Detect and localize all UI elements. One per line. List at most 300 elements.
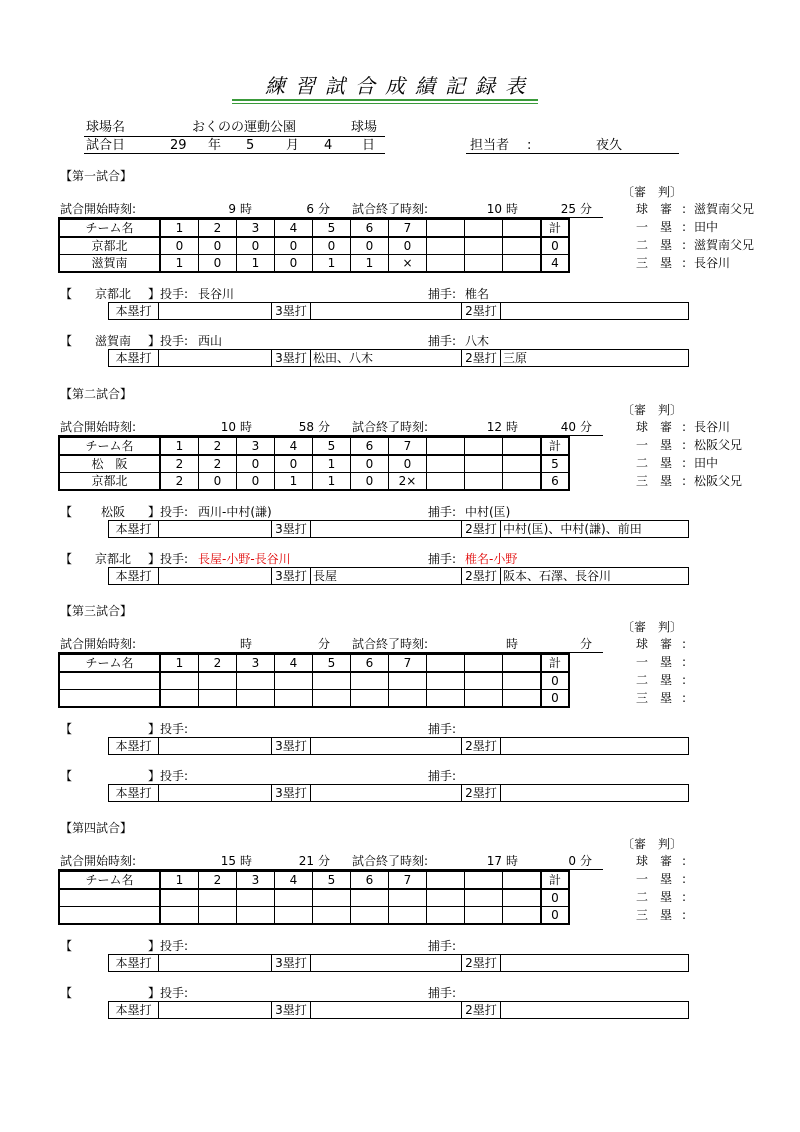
triple-label: 3塁打 [272,350,311,367]
inning-score [313,889,351,907]
inning-score [503,255,542,273]
inning-score [199,889,237,907]
umpire-plate-name: 滋賀南父兄 [694,202,755,216]
hits-table [108,737,689,755]
hour-label: 時 [240,854,253,868]
inning-score: 0 [275,455,313,473]
inning-header: 7 [389,871,427,889]
start-minute: 6 [306,202,314,216]
inning-score [389,690,427,708]
inning-score [313,690,351,708]
start-hour: 9 [228,202,236,216]
hour-label: 時 [240,637,253,651]
inning-score [237,907,275,925]
inning-score [427,672,465,690]
inning-score: 2 [160,473,199,491]
end-minute: 0 [568,854,576,868]
total-score: 0 [541,690,569,708]
catcher-label: 捕手: [428,722,457,736]
game-label: 【第一試合】 [60,169,133,183]
end-time-label: 試合終了時刻: [352,202,429,216]
game-label: 【第四試合】 [60,821,133,835]
inning-score: 2 [160,455,199,473]
umpire-colon: : [682,691,687,705]
inning-score: 0 [237,473,275,491]
inning-header: 3 [237,871,275,889]
minute-label: 分 [318,854,331,868]
inning-score [313,672,351,690]
score-table [58,218,570,273]
umpire-title: 〔審 判〕 [622,403,683,417]
inning-score [160,907,199,925]
pitcher-label: 】投手: [148,552,189,566]
bracket-open: 【 [60,722,73,736]
page-title: 練習試合成績記録表 [265,74,535,98]
inning-header: 7 [389,437,427,455]
date-day-label: 日 [362,138,376,153]
inning-score [237,690,275,708]
inning-score [465,672,503,690]
team-name-header: チーム名 [59,871,160,889]
umpire-third-label: 三 塁 [636,691,673,705]
inning-score [237,889,275,907]
inning-score [503,889,542,907]
inning-score [389,672,427,690]
double-label: 2塁打 [462,303,501,320]
umpire-second-name: 田中 [694,456,719,470]
inning-score: 1 [313,455,351,473]
inning-score [465,907,503,925]
bracket-open: 【 [60,334,73,348]
inning-header [503,437,542,455]
detail-team: 京都北 [94,552,131,566]
venue-label: 球場名 [86,120,126,135]
umpire-first-name: 田中 [694,220,719,234]
inning-header: 6 [351,871,389,889]
inning-score [465,237,503,255]
catcher-label: 捕手: [428,939,457,953]
catcher-label: 捕手: [428,552,457,566]
umpire-colon: : [682,202,687,216]
double-label: 2塁打 [462,521,501,538]
double-value: 阪本、石澤、長谷川 [501,568,689,585]
start-time-label: 試合開始時刻: [60,637,137,651]
inning-header [465,654,503,672]
team-name [59,690,160,708]
bracket-open: 【 [60,939,73,953]
team-name [59,672,160,690]
inning-header: 1 [160,654,199,672]
team-name [59,907,160,925]
umpire-plate-name: 長谷川 [694,420,731,434]
total-score: 0 [541,237,569,255]
triple-label: 3塁打 [272,1002,311,1019]
catcher-name: 八木 [465,334,490,348]
total-header: 計 [541,437,569,455]
manager-name: 夜久 [596,138,623,153]
umpire-colon: : [682,890,687,904]
inning-score: 1 [237,255,275,273]
inning-header: 1 [160,871,199,889]
inning-score [465,473,503,491]
hr-value [159,303,272,320]
umpire-plate-label: 球 審 [636,202,673,216]
hr-label: 本塁打 [109,521,159,538]
inning-header: 5 [313,871,351,889]
pitcher-label: 】投手: [148,939,189,953]
inning-header: 5 [313,654,351,672]
manager-underline [466,153,679,154]
hour-label: 時 [506,637,519,651]
total-header: 計 [541,654,569,672]
inning-header: 2 [199,654,237,672]
team-name [59,889,160,907]
hr-value [159,350,272,367]
inning-score: 2 [199,455,237,473]
inning-score [237,672,275,690]
pitcher-name: 長谷川 [198,287,235,301]
inning-score [275,889,313,907]
hr-label: 本塁打 [109,350,159,367]
team-name: 滋賀南 [59,255,160,273]
inning-header [503,654,542,672]
inning-score [351,889,389,907]
umpire-colon: : [682,637,687,651]
triple-value [311,785,462,802]
inning-score: 0 [389,237,427,255]
inning-score [503,907,542,925]
double-value [501,1002,689,1019]
minute-label: 分 [580,854,593,868]
inning-header: 3 [237,437,275,455]
total-score: 0 [541,889,569,907]
inning-score [275,907,313,925]
umpire-first-label: 一 塁 [636,655,673,669]
triple-label: 3塁打 [272,521,311,538]
inning-score [465,889,503,907]
inning-score [427,889,465,907]
start-minute: 58 [298,420,314,434]
triple-label: 3塁打 [272,738,311,755]
triple-value [311,738,462,755]
end-hour: 10 [486,202,502,216]
hour-label: 時 [506,420,519,434]
umpire-colon: : [682,438,687,452]
inning-header: 6 [351,437,389,455]
pitcher-name: 西川-中村(謙) [198,505,272,519]
date-year: 29 [170,138,187,153]
inning-header: 4 [275,219,313,237]
end-time-label: 試合終了時刻: [352,637,429,651]
inning-score: 0 [160,237,199,255]
inning-header: 6 [351,654,389,672]
inning-score [199,690,237,708]
hour-label: 時 [240,420,253,434]
umpire-colon: : [682,238,687,252]
inning-score: 0 [275,255,313,273]
triple-value [311,521,462,538]
inning-header: 7 [389,654,427,672]
inning-header: 4 [275,871,313,889]
team-name: 京都北 [59,237,160,255]
inning-score [427,455,465,473]
umpire-third-name: 松阪父兄 [694,474,743,488]
title-underline [232,99,538,101]
detail-team: 京都北 [94,287,131,301]
umpire-colon: : [682,854,687,868]
inning-header: 2 [199,437,237,455]
end-minute: 40 [560,420,576,434]
minute-label: 分 [580,202,593,216]
bracket-open: 【 [60,986,73,1000]
umpire-title: 〔審 判〕 [622,185,683,199]
hr-value [159,521,272,538]
inning-score: 0 [313,237,351,255]
end-minute: 25 [560,202,576,216]
pitcher-label: 】投手: [148,769,189,783]
inning-score [160,889,199,907]
inning-score [503,455,542,473]
inning-header [427,219,465,237]
umpire-colon: : [682,673,687,687]
total-score: 6 [541,473,569,491]
inning-score [427,907,465,925]
double-value [501,303,689,320]
triple-value [311,1002,462,1019]
minute-label: 分 [318,637,331,651]
double-value: 中村(匡)、中村(謙)、前田 [501,521,689,538]
inning-header [503,871,542,889]
umpire-colon: : [682,256,687,270]
inning-header: 1 [160,437,199,455]
catcher-label: 捕手: [428,334,457,348]
score-row [59,907,569,925]
umpire-title: 〔審 判〕 [622,620,683,634]
catcher-label: 捕手: [428,769,457,783]
umpire-first-label: 一 塁 [636,872,673,886]
double-label: 2塁打 [462,738,501,755]
total-score: 0 [541,907,569,925]
inning-score [351,690,389,708]
inning-header [427,437,465,455]
score-row [59,889,569,907]
inning-score: 0 [389,455,427,473]
score-row [59,690,569,708]
start-time-label: 試合開始時刻: [60,420,137,434]
manager-colon: : [527,138,532,153]
triple-label: 3塁打 [272,955,311,972]
inning-score: 1 [313,473,351,491]
catcher-label: 捕手: [428,287,457,301]
inning-header: 6 [351,219,389,237]
umpire-plate-label: 球 審 [636,854,673,868]
catcher-label: 捕手: [428,986,457,1000]
score-row [59,672,569,690]
inning-score: 0 [351,473,389,491]
hour-label: 時 [506,854,519,868]
umpire-first-name: 松阪父兄 [694,438,743,452]
team-name-header: チーム名 [59,437,160,455]
hr-value [159,568,272,585]
inning-header [465,437,503,455]
inning-score [160,672,199,690]
end-hour: 17 [486,854,502,868]
inning-score [465,455,503,473]
end-time-label: 試合終了時刻: [352,854,429,868]
inning-score [427,690,465,708]
date-month-label: 月 [286,138,300,153]
score-row [59,455,569,473]
double-label: 2塁打 [462,568,501,585]
team-name-header: チーム名 [59,654,160,672]
double-label: 2塁打 [462,785,501,802]
inning-score: 1 [275,473,313,491]
hr-value [159,785,272,802]
date-day: 4 [324,138,333,153]
inning-score: 0 [199,237,237,255]
team-name: 松 阪 [59,455,160,473]
minute-label: 分 [318,420,331,434]
score-table [58,653,570,708]
inning-score [503,690,542,708]
hr-label: 本塁打 [109,955,159,972]
double-value [501,955,689,972]
umpire-colon: : [682,420,687,434]
inning-score: 1 [313,255,351,273]
double-value: 三原 [501,350,689,367]
detail-team: 滋賀南 [94,334,131,348]
team-name-header: チーム名 [59,219,160,237]
inning-score: 1 [351,255,389,273]
inning-score: 0 [237,237,275,255]
inning-score: 0 [237,455,275,473]
umpire-second-label: 二 塁 [636,890,673,904]
score-row [59,255,569,273]
catcher-label: 捕手: [428,505,457,519]
inning-score [351,907,389,925]
manager-label: 担当者 [470,138,510,153]
team-name: 京都北 [59,473,160,491]
umpire-second-label: 二 塁 [636,673,673,687]
score-row [59,237,569,255]
inning-score: 0 [199,255,237,273]
date-label: 試合日 [86,138,126,153]
score-table [58,870,570,925]
inning-score [351,672,389,690]
umpire-title: 〔審 判〕 [622,837,683,851]
hr-label: 本塁打 [109,303,159,320]
inning-score [199,907,237,925]
pitcher-label: 】投手: [148,334,189,348]
inning-score [389,907,427,925]
double-label: 2塁打 [462,350,501,367]
triple-value: 松田、八木 [311,350,462,367]
inning-score [503,237,542,255]
umpire-colon: : [682,474,687,488]
umpire-third-label: 三 塁 [636,256,673,270]
inning-score: 0 [199,473,237,491]
hits-table [108,954,689,972]
umpire-colon: : [682,908,687,922]
inning-header: 1 [160,219,199,237]
inning-header: 3 [237,654,275,672]
umpire-third-label: 三 塁 [636,474,673,488]
start-minute: 21 [298,854,314,868]
triple-value [311,955,462,972]
total-score: 5 [541,455,569,473]
inning-score [465,255,503,273]
triple-value: 長屋 [311,568,462,585]
total-score: 4 [541,255,569,273]
inning-score [503,672,542,690]
inning-score: 2× [389,473,427,491]
triple-value [311,303,462,320]
inning-header [427,654,465,672]
start-hour: 15 [220,854,236,868]
inning-header: 4 [275,654,313,672]
pitcher-label: 】投手: [148,287,189,301]
detail-team: 松阪 [100,505,125,519]
umpire-plate-label: 球 審 [636,637,673,651]
umpire-second-label: 二 塁 [636,238,673,252]
bracket-open: 【 [60,287,73,301]
hr-label: 本塁打 [109,785,159,802]
hour-label: 時 [240,202,253,216]
hits-table [108,349,689,367]
hits-table [108,567,689,585]
hour-label: 時 [506,202,519,216]
minute-label: 分 [318,202,331,216]
inning-header: 5 [313,437,351,455]
inning-header [465,871,503,889]
pitcher-name: 長屋-小野-長谷川 [198,552,291,566]
inning-score [313,907,351,925]
umpire-second-label: 二 塁 [636,456,673,470]
inning-header: 2 [199,871,237,889]
inning-header: 2 [199,219,237,237]
umpire-third-label: 三 塁 [636,908,673,922]
umpire-colon: : [682,220,687,234]
double-value [501,738,689,755]
hr-value [159,955,272,972]
end-hour: 12 [486,420,502,434]
total-score: 0 [541,672,569,690]
total-header: 計 [541,871,569,889]
umpire-colon: : [682,872,687,886]
double-label: 2塁打 [462,1002,501,1019]
triple-label: 3塁打 [272,568,311,585]
title-underline-thin [232,103,538,104]
catcher-name: 椎名-小野 [465,552,518,566]
inning-score [465,690,503,708]
inning-score: 1 [160,255,199,273]
hr-label: 本塁打 [109,1002,159,1019]
umpire-second-name: 滋賀南父兄 [694,238,755,252]
date-year-label: 年 [208,138,222,153]
inning-score: 0 [275,237,313,255]
catcher-name: 中村(匡) [465,505,511,519]
start-time-label: 試合開始時刻: [60,854,137,868]
hits-table [108,1001,689,1019]
hits-table [108,302,689,320]
umpire-first-label: 一 塁 [636,220,673,234]
umpire-first-label: 一 塁 [636,438,673,452]
inning-score [427,255,465,273]
date-underline [84,153,385,154]
umpire-colon: : [682,456,687,470]
hr-value [159,1002,272,1019]
inning-header [465,219,503,237]
